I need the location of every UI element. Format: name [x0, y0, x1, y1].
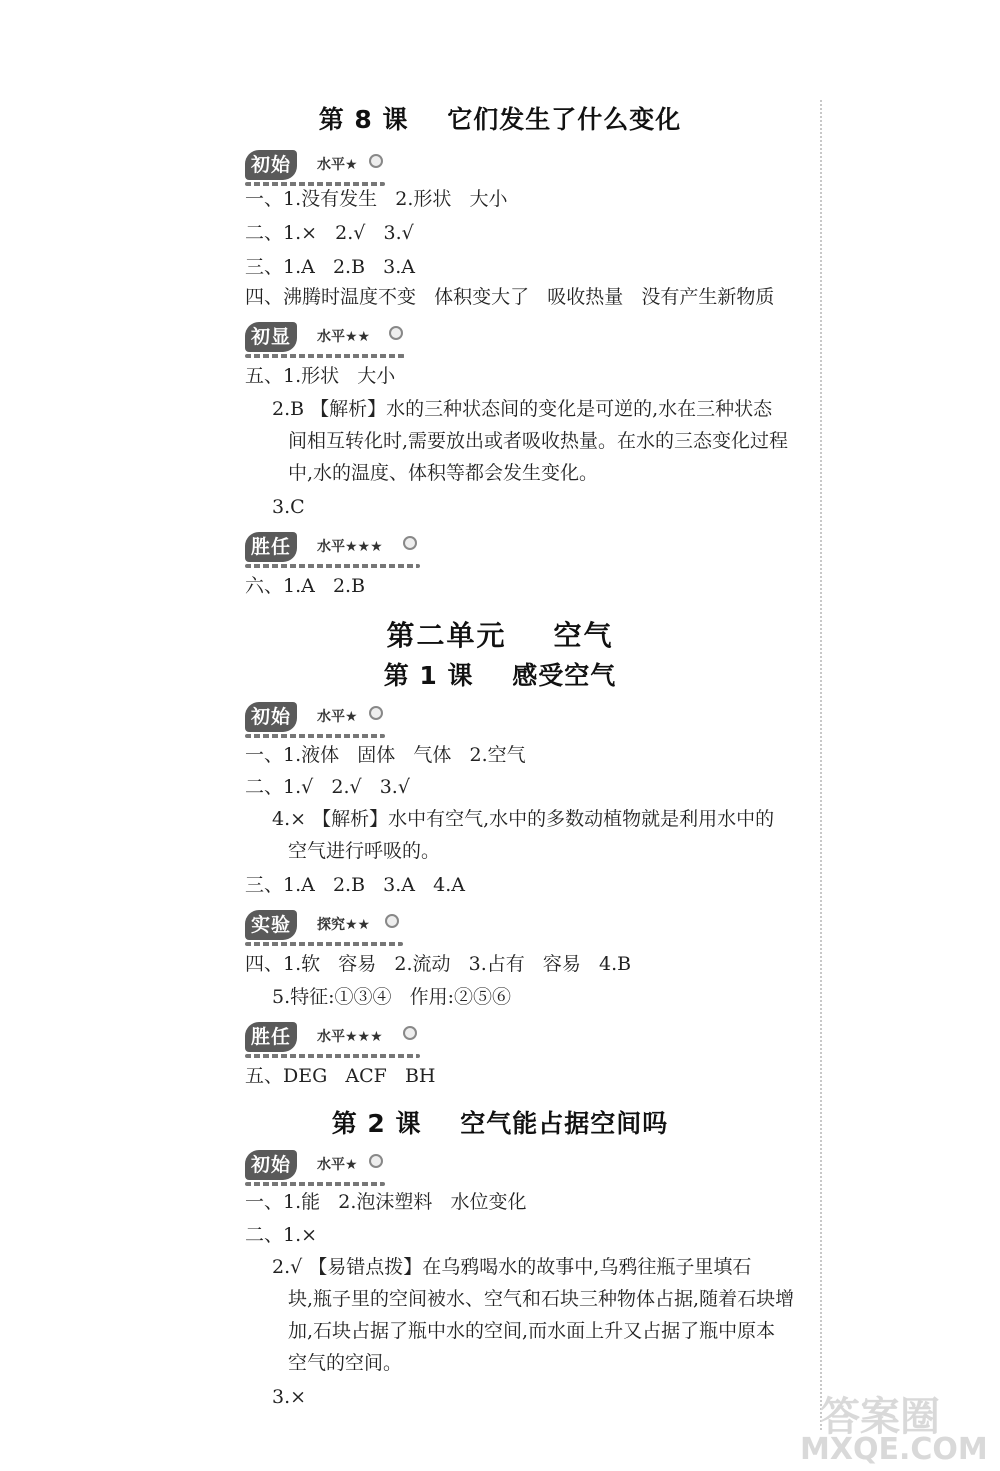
answer-line: 四、1.软 容易 2.流动 3.占有 容易 4.B — [245, 953, 632, 975]
answer-line: 3.C — [272, 496, 305, 518]
answer-line: 块,瓶子里的空间被水、空气和石块三种物体占据,随着石块增 — [288, 1288, 795, 1310]
answer-line: 5.特征:①③④ 作用:②⑤⑥ — [272, 986, 512, 1008]
answer-line: 4.× 【解析】水中有空气,水中的多数动植物就是利用水中的 — [272, 808, 775, 830]
level-badge-competent — [245, 530, 425, 570]
badge-tag: 初始 — [245, 702, 297, 732]
badge-tag: 胜任 — [245, 532, 297, 562]
answer-line: 二、1.√ 2.√ 3.√ — [245, 776, 410, 798]
answer-line: 空气的空间。 — [288, 1352, 403, 1374]
answer-line: 一、1.能 2.泡沫塑料 水位变化 — [245, 1191, 527, 1213]
answer-line: 二、1.× 2.√ 3.√ — [245, 222, 414, 244]
badge-dot-icon — [403, 536, 417, 550]
answer-line: 间相互转化时,需要放出或者吸收热量。在水的三态变化过程 — [288, 430, 789, 452]
badge-underline — [245, 1054, 420, 1058]
level-badge-competent — [245, 1020, 425, 1060]
answer-line: 3.× — [272, 1386, 307, 1408]
answer-line: 2.B 【解析】水的三种状态间的变化是可逆的,水在三种状态 — [272, 398, 773, 420]
level-badge-basic — [245, 148, 390, 188]
badge-tag: 初显 — [245, 322, 297, 352]
badge-underline — [245, 1182, 385, 1186]
badge-level: 水平★ — [317, 1157, 358, 1173]
badge-dot-icon — [369, 1154, 383, 1168]
badge-level: 水平★ — [317, 157, 358, 173]
answer-line: 二、1.× — [245, 1224, 318, 1246]
badge-underline — [245, 942, 403, 946]
badge-tag: 胜任 — [245, 1022, 297, 1052]
lesson-8-title: 第 8 课 它们发生了什么变化 — [318, 105, 682, 134]
answer-line: 三、1.A 2.B 3.A 4.A — [245, 874, 465, 896]
answer-line: 四、沸腾时温度不变 体积变大了 吸收热量 没有产生新物质 — [245, 286, 775, 308]
badge-tag: 初始 — [245, 1150, 297, 1180]
badge-dot-icon — [385, 914, 399, 928]
answer-line: 一、1.没有发生 2.形状 大小 — [245, 188, 508, 210]
badge-level: 水平★★★ — [317, 1029, 383, 1045]
answer-line: 一、1.液体 固体 气体 2.空气 — [245, 744, 526, 766]
watermark-text: MXQE.COM — [800, 1432, 988, 1467]
margin-rule — [820, 100, 822, 1430]
unit-2-title: 第二单元 空气 — [386, 619, 614, 652]
badge-tag: 初始 — [245, 150, 297, 180]
answer-line: 加,石块占据了瓶中水的空间,而水面上升又占据了瓶中原本 — [288, 1320, 776, 1342]
answer-line: 中,水的温度、体积等都会发生变化。 — [288, 462, 599, 484]
badge-dot-icon — [403, 1026, 417, 1040]
badge-level: 水平★★ — [317, 329, 371, 345]
watermark-logo: 答案圈 — [820, 1394, 940, 1440]
badge-dot-icon — [369, 154, 383, 168]
badge-underline — [245, 734, 385, 738]
badge-level: 水平★ — [317, 709, 358, 725]
badge-underline — [245, 564, 420, 568]
lesson-2-title: 第 2 课 空气能占据空间吗 — [331, 1109, 669, 1138]
level-badge-developing — [245, 320, 410, 360]
badge-underline — [245, 354, 405, 358]
lesson-1-title: 第 1 课 感受空气 — [383, 661, 617, 690]
level-badge-basic — [245, 700, 390, 740]
answer-line: 三、1.A 2.B 3.A — [245, 256, 416, 278]
answer-line: 空气进行呼吸的。 — [288, 840, 441, 862]
answer-line: 五、1.形状 大小 — [245, 365, 396, 387]
answer-line: 六、1.A 2.B — [245, 575, 366, 597]
answer-line: 2.√ 【易错点拨】在乌鸦喝水的故事中,乌鸦往瓶子里填石 — [272, 1256, 752, 1278]
badge-dot-icon — [369, 706, 383, 720]
level-badge-basic — [245, 1148, 390, 1188]
answer-line: 五、DEG ACF BH — [245, 1065, 436, 1087]
badge-tag: 实验 — [245, 910, 297, 940]
level-badge-experiment — [245, 908, 405, 948]
badge-level: 水平★★★ — [317, 539, 383, 555]
badge-dot-icon — [389, 326, 403, 340]
badge-level: 探究★★ — [317, 917, 371, 933]
